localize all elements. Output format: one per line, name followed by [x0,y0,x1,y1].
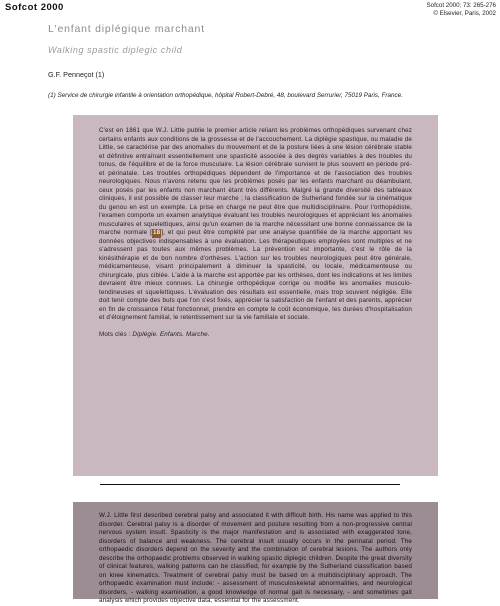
reference-link[interactable]: 18 [152,229,161,236]
keywords-label: Mots clés : [99,330,131,338]
abstract-en-box [73,502,438,604]
keywords-line [99,331,412,340]
abstract-en-text: W.J. Little first described cerebral palsy and associated it with difficult birth. His name was applied to this disorder. Cerebral palsy is a disorder of movement and posture resulting from a non-progressive central nervous system insult. Spasticity is the major manifestation and is associated with exaggerated tone, disorders of balance and weakness. The cerebral insult usually occurs in the perinatal period. The orthopaedic disorders depend on the severity and the combination of cerebral lesions. The authors only describe the orthopaedic problems observed in walking spastic diplegic children. Despite the great diversity of clinical features, walking patterns can be classified, for example by the Sutherland classification based on knee kinematics. Treatment of cerebral palsy must be based on a multidisciplinary approach. The orthopaedic examination must include: - assessment of musculoskeletal abnormalities, and neurological disorders, - walking examination, a good knowledge of normal gait is necessary, - and sometimes gait analysis which provides objective data, essential for the assessment. [99,512,412,604]
citation-line-1: Sofcot 2000; 73: 265-276 [426,2,496,9]
affiliation: (1) Service de chirurgie infantile à orientation orthopédique, hôpital Robert-Debré, 48, boulevard Serrurier, 75019 Paris, France. [48,92,403,99]
citation-info [427,2,497,18]
author-line: G.F. Penneçot (1) [48,70,105,79]
keywords-list: Diplégie. Enfants. Marche. [132,330,210,338]
journal-name: Sofcot 2000 [5,2,64,13]
abstract-fr-text [99,127,412,323]
citation-line-2: © Elsevier, Paris, 2002 [433,10,496,17]
article-title-en: Walking spastic diplegic child [48,45,183,55]
article-title-fr: L'enfant diplégique marchant [48,23,205,35]
abstract-fr-part1: C'est en 1861 que W.J. Little publie le premier article reliant les problèmes orthopédiques survenant chez certains enfants aux conditions de la grossesse et de l'accouchement. La diplégie spastique, ou maladie de Little, se caractérise par des anomalies du mouvement et de la posture liées à une lésion cérébrale stable et définitive entraînant essentiellement une spasticité associée à des degrés variables à des troubles du tonus, de l'équilibre et de la force musculaire. La lésion cérébrale survient le plus souvent en période pré- et périnatale. Les troubles orthopédiques dépendent de l'importance et de l'association des troubles neurologiques. Nous n'avons retenu que les problèmes posés par les enfants marchant ou déambulant, ceux posés par les enfants non marchant étant très différents. Malgré la grande diversité des tableaux cliniques, il est possible de classer leur marche ; la classification de Sutherland fondée sur la cinématique du genou en est un exemple. La prise en charge ne peut être que multidisciplinaire. Pour l'orthopédiste, l'examen comporte un examen analytique évaluant les troubles neurologiques et appréciant les anomalies musculaires et squelettiques, ainsi qu'un examen de la marche nécessitant une bonne connaissance de la marche normale [ [99,127,412,236]
abstract-fr-box [73,115,438,476]
abstract-fr-part2: ], et qui peut être complété par une analyse quantifiée de la marche apportant les données objectives indispensables à une évaluation. Les thérapeutiques employées sont multiples et ne s'adressent pas toutes aux mêmes problèmes. La prévention est importante, c'est le rôle de la kinésithérapie et de bon nombre d'orthèses. L'action sur les troubles neurologiques peut être générale, médicamenteuse, visant principalement à diminuer la spasticité, ou locale, médicamenteuse ou chirurgicale, plus ciblée. L'aide à la marche est apportée par les orthèses, dont les indications et les limites devraient être mieux connues. La chirurgie orthopédique corrige ou modifie les anomalies musculo-tendineuses et squelettiques. L'évaluation des résultats est essentielle, mais trop souvent négligée. Elle doit tenir compte des buts que l'on s'est fixés, apprécier la satisfaction de l'enfant et des parents, apprécier en fin de croissance l'état fonctionnel, prendre en compte le coût économique, les durées d'hospitalisation et d'éloignement familial, le retentissement sur la vie familiale et sociale. [99,229,412,321]
